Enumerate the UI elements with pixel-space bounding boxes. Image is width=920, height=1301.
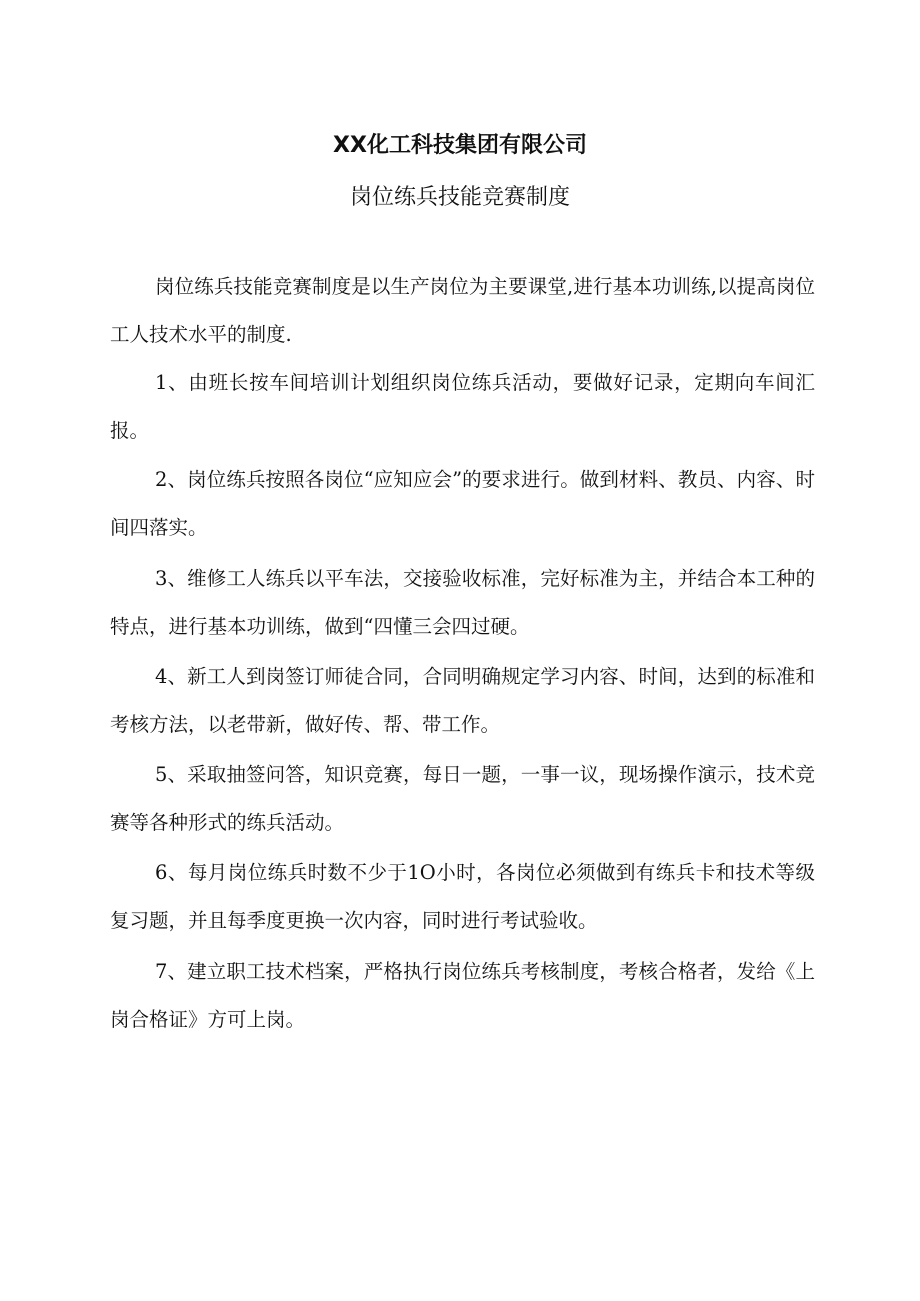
rule-title: 岗位练兵技能竞赛制度 [349,185,570,210]
rule-item-3: 3、维修工人练兵以平车法，交接验收标准，完好标准为主，并结合本工种的特点，进行基本功训练，做到“四懂三会四过硬。 [110,567,815,638]
company-title: XX化工科技集团有限公司 [333,133,587,158]
rule-item-7: 7、建立职工技术档案，严格执行岗位练兵考核制度，考核合格者，发给《上岗合格证》方可上岗。 [110,960,815,1031]
rule-item-2: 2、岗位练兵按照各岗位“应知应会”的要求进行。做到材料、教员、内容、时间四落实。 [110,468,815,539]
rule-item-4: 4、新工人到岗签订师徒合同，合同明确规定学习内容、时间，达到的标准和考核方法，以老带新，做好传、帮、带工作。 [110,665,815,736]
rule-item-1: 1、由班长按车间培训计划组织岗位练兵活动，要做好记录，定期向车间汇报。 [110,371,815,442]
rule-item-6: 6、每月岗位练兵时数不少于1O小时，各岗位必须做到有练兵卡和技术等级复习题，并且每季度更换一次内容，同时进行考试验收。 [110,861,815,932]
rule-item-5: 5、采取抽签问答，知识竞赛，每日一题，一事一议，现场操作演示，技术竞赛等各种形式的练兵活动。 [110,763,815,834]
intro-paragraph: 岗位练兵技能竞赛制度是以生产岗位为主要课堂,进行基本功训练,以提高岗位工人技术水平的制度. [110,275,815,346]
